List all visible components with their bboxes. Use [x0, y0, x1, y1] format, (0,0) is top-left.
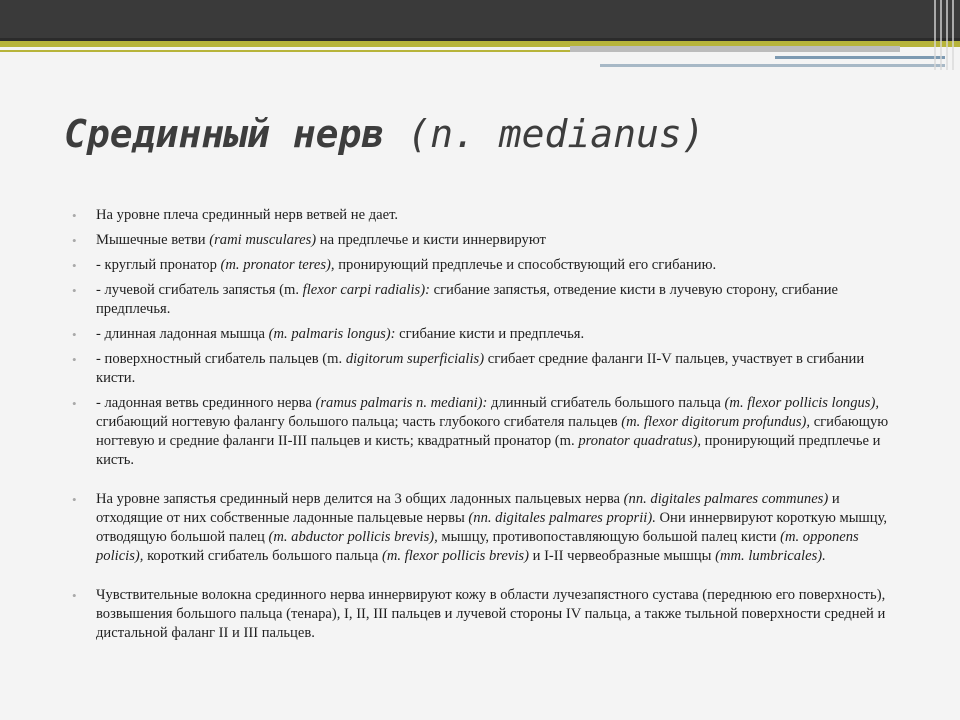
header-blue-stripe: [775, 56, 945, 59]
text-run: на предплечье и кисти иннервируют: [316, 232, 546, 248]
latin-term: (m. abductor pollicis brevis),: [268, 529, 438, 545]
text-run: пронирующий предплечье и способствующий его сгибанию.: [334, 257, 717, 273]
latin-term: (m. opponens policis),: [96, 529, 859, 564]
text-run: сгибание кисти и предплечья.: [395, 326, 585, 342]
text-run: и I-II червеобразные мышцы: [528, 548, 716, 564]
bullet-item: [72, 394, 902, 470]
text-run: - поверхностный сгибатель пальцев (m.: [96, 351, 346, 367]
bullet-item: [72, 281, 902, 319]
text-run: короткий сгибатель большого пальца: [143, 548, 382, 564]
bullet-item: [72, 490, 902, 566]
text-run: сгибание запястья, отведение кисти в лучевую сторону, сгибание предплечья.: [96, 282, 838, 317]
latin-term: pronator quadratus),: [578, 433, 702, 449]
text-run: Чувствительные волокна срединного нерва иннервируют кожу в области лучезапястного сустава (переднюю его поверхность), возвышения большого пальца (тенара), I, II, III пальцев и лучевой стороны IV пальца, а также тыльной поверхности средней и дистальной фаланг II и III пальцев.: [96, 587, 886, 641]
bullet-item: [72, 586, 902, 643]
bullet-list: [72, 206, 902, 649]
latin-term: (nn. digitales palmares communes): [623, 491, 829, 507]
latin-term: digitorum superficialis): [345, 351, 485, 367]
latin-term: (nn. digitales palmares proprii).: [468, 510, 656, 526]
latin-term: flexor carpi radialis):: [302, 282, 430, 298]
latin-term: (m. palmaris longus):: [268, 326, 396, 342]
header-gold-thin-stripe: [0, 50, 570, 52]
text-run: На уровне плеча срединный нерв ветвей не дает.: [96, 207, 399, 223]
header-grey-stripe: [570, 46, 900, 52]
latin-term: (ramus palmaris n. mediani):: [315, 395, 488, 411]
text-run: и отходящие от них собственные ладонные пальцевые нервы: [96, 491, 840, 526]
slide-title: [64, 108, 934, 160]
text-run: сгибает средние фаланги II-V пальцев, участвует в сгибании кисти.: [96, 351, 865, 386]
text-run: длинный сгибатель большого пальца: [487, 395, 725, 411]
bullet-item: [72, 256, 902, 275]
text-run: сгибающую ногтевую и средние фаланги II-III пальцев и кисть; квадратный пронатор (m.: [96, 414, 889, 449]
header-band: [0, 0, 960, 38]
latin-term: (m. pronator teres),: [220, 257, 335, 273]
latin-term: (mm. lumbricales).: [715, 548, 826, 564]
latin-term: (rami musculares): [209, 232, 317, 248]
text-run: мышцу, противопоставляющую большой палец кисти: [437, 529, 781, 545]
bullet-item: [72, 231, 902, 250]
bullet-item: [72, 350, 902, 388]
latin-term: (m. flexor pollicis longus),: [724, 395, 879, 411]
bullet-item: [72, 325, 902, 344]
header-blue-thin-stripe: [600, 64, 945, 67]
text-run: сгибающий ногтевую фалангу большого пальца; часть глубокого сгибателя пальцев: [96, 414, 622, 430]
title-latin: (n. medianus): [407, 112, 705, 156]
bullet-item: [72, 206, 902, 225]
text-run: - круглый пронатор: [96, 257, 221, 273]
text-run: Они иннервируют короткую мышцу, отводящую большой палец: [96, 510, 888, 545]
text-run: - ладонная ветвь срединного нерва: [96, 395, 316, 411]
text-run: На уровне запястья срединный нерв делится на 3 общих ладонных пальцевых нерва: [96, 491, 624, 507]
header-vertical-stripes: [930, 0, 960, 70]
latin-term: (m. flexor digitorum profundus),: [621, 414, 811, 430]
text-run: - длинная ладонная мышца: [96, 326, 269, 342]
title-main: Срединный нерв: [64, 112, 385, 156]
latin-term: (m. flexor pollicis brevis): [381, 548, 529, 564]
text-run: Мышечные ветви: [96, 232, 210, 248]
text-run: - лучевой сгибатель запястья (m.: [96, 282, 303, 298]
text-run: пронирующий предплечье и кисть.: [96, 433, 881, 468]
